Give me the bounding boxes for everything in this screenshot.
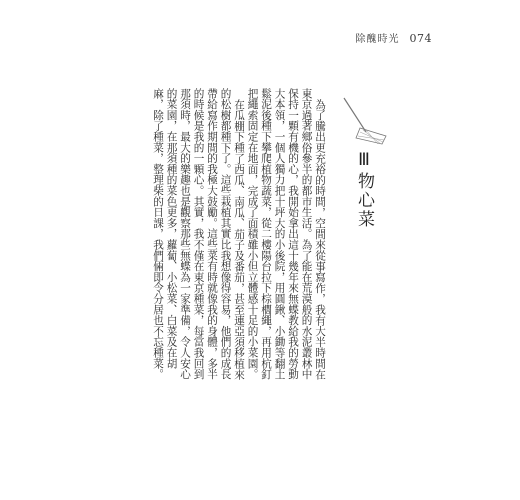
- broom-icon: [336, 92, 392, 152]
- chapter-title: Ⅲ物心菜: [354, 150, 374, 229]
- paragraph-2: 在瓜棚下種了西瓜、南瓜、茄子及番茄，甚至連亞須移植來的松樹都種下了。這些栽植其實比我想像得容易，他們的成長帶給寫作期間的我極大鼓勵。這些菜有時就像我的身體，多半的時候是我的一顆心。其實，我不僅在東京種菜，每當我回到那須時，最大的樂趣也是觀察那些無蝶為一家準備，令人安心的菜園，在那須種的菜色更多，蘿蔔、小松菜、白菜及在胡麻，除了種菜，整理柴的日課，我們倆即令分居也不忘種菜。: [152, 88, 245, 380]
- running-header: [356, 30, 433, 45]
- book-title: 除醜時光: [355, 34, 400, 45]
- body-text: [140, 88, 326, 388]
- paragraph-1: 為了騰出更充裕的時間，空間來從事寫作，我有大半時間在東京過著鄉俗參半的都市生活。為了能在荒漠般的水泥叢林中保持一顆有機的心，我開始拿出這十幾年來無蝶教給我的勞動大本領，一個人獨力把十坪大的小後院，用圓鍬、小鋤等翻土鬆泥後種下攀爬植物蔬菜，從二樓陽台拉下棕櫚繩，再用杭釘把繩索固定在地面，完成了面積雖小但立體感十足的小菜園。: [246, 88, 326, 380]
- page-number: 074: [409, 32, 432, 45]
